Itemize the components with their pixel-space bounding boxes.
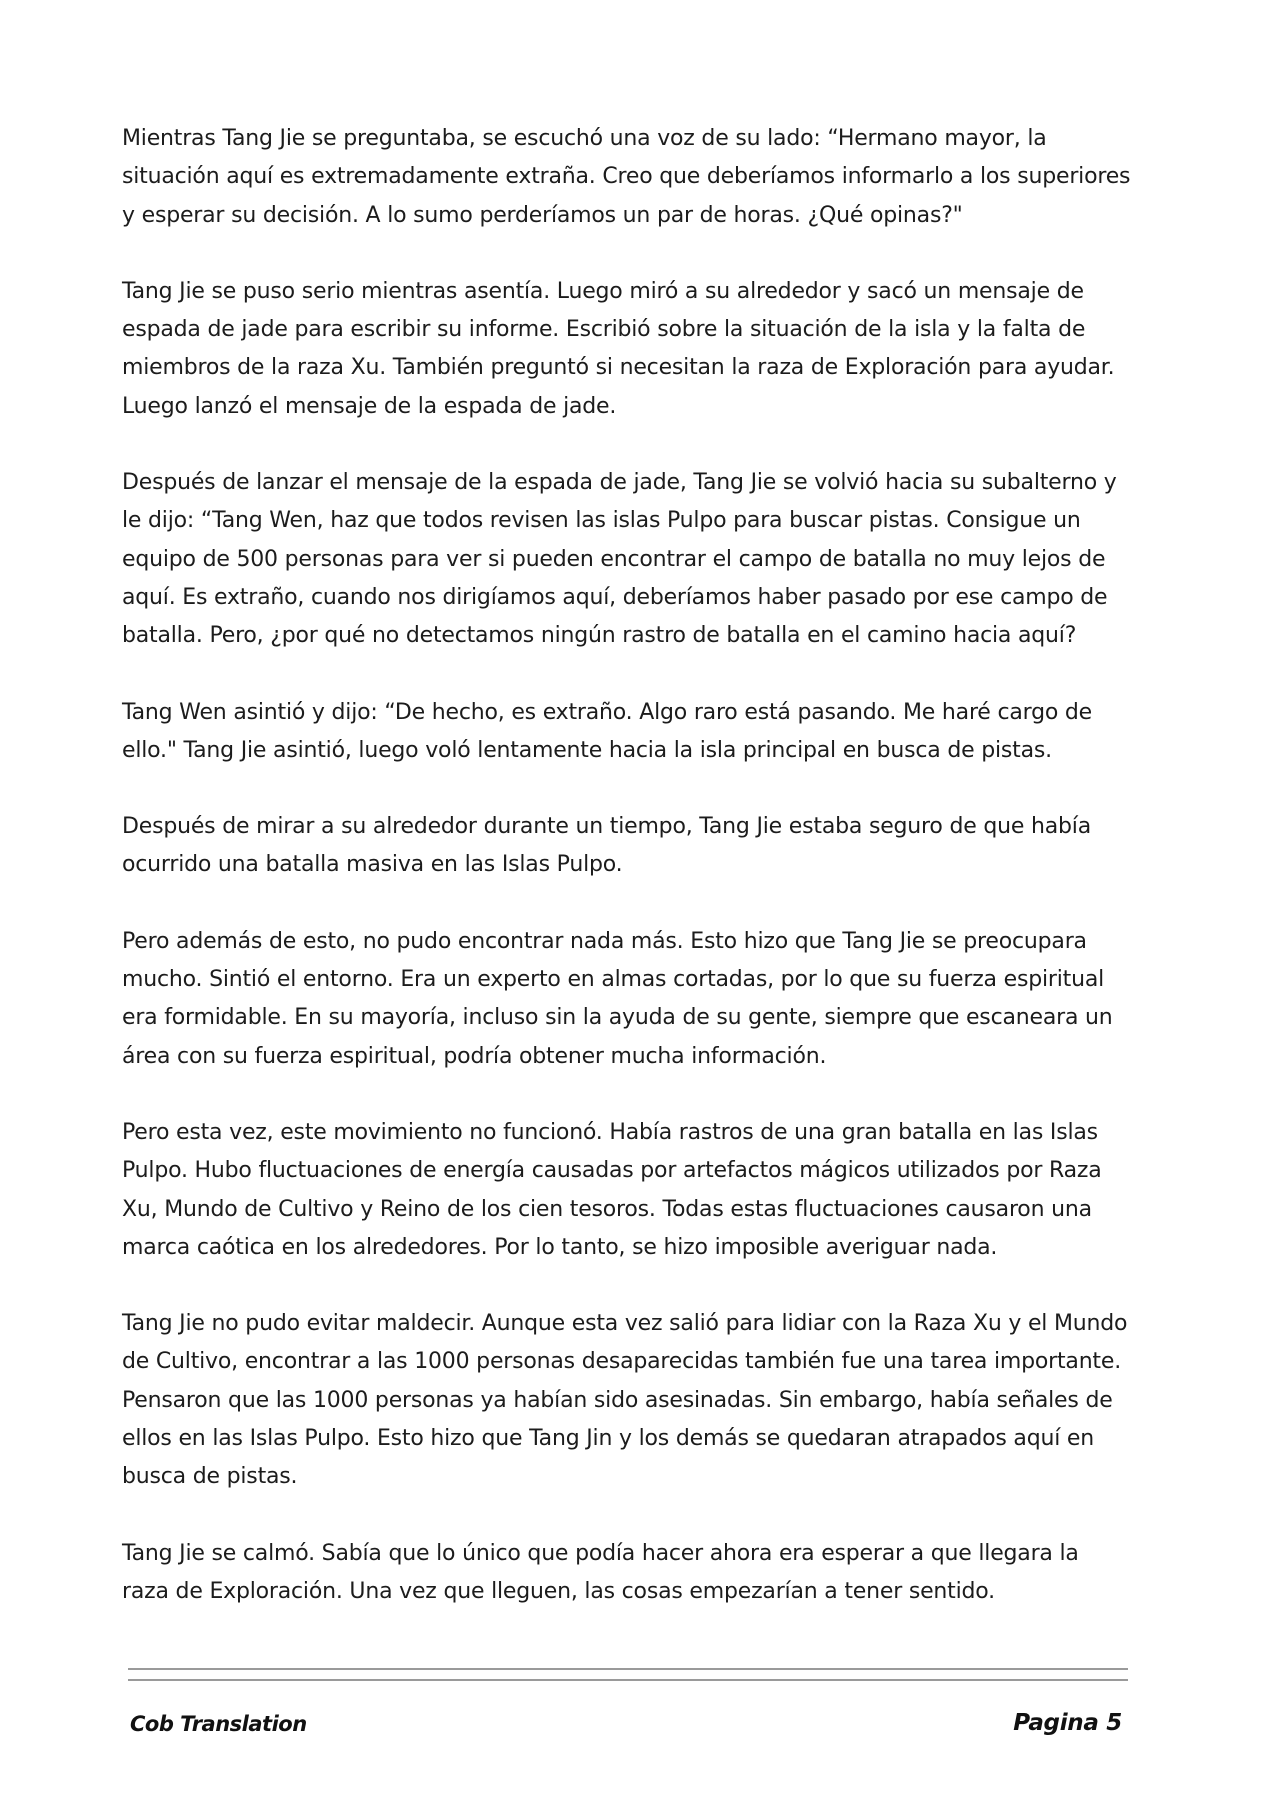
- paragraph-6: Pero además de esto, no pudo encontrar nada más. Esto hizo que Tang Jie se preocupara mucho. Sintió el entorno. Era un experto en almas cortadas, por lo que su fuerza espiritual era formidable. En su mayoría, incluso sin la ayuda de su gente, siempre que escaneara un área con su fuerza espiritual, podría obtener mucha información.: [122, 928, 1113, 1069]
- paragraph-1: Mientras Tang Jie se preguntaba, se escuchó una voz de su lado: “Hermano mayor, la situación aquí es extremadamente extraña. Creo que deberíamos informarlo a los superiores y esperar su decisión. A lo sumo perderíamos un par de horas. ¿Qué opinas?": [122, 126, 1131, 228]
- paragraph-9: Tang Jie se calmó. Sabía que lo único que podía hacer ahora era esperar a que llegara la raza de Exploración. Una vez que lleguen, las cosas empezarían a tener sentido.: [122, 1540, 1079, 1604]
- footer-credit: Cob Translation: [130, 1712, 307, 1736]
- paragraph-3: Después de lanzar el mensaje de la espada de jade, Tang Jie se volvió hacia su subalterno y le dijo: “Tang Wen, haz que todos revisen las islas Pulpo para buscar pistas. Consigue un equipo de 500 personas para ver si pueden encontrar el campo de batalla no muy lejos de aquí. Es extraño, cuando nos dirigíamos aquí, deberíamos haber pasado por ese campo de batalla. Pero, ¿por qué no detectamos ningún rastro de batalla en el camino hacia aquí?: [122, 470, 1117, 649]
- page-number: Pagina 5: [1013, 1710, 1122, 1736]
- footer-divider-bottom: [128, 1679, 1128, 1681]
- paragraph-8: Tang Jie no pudo evitar maldecir. Aunque esta vez salió para lidiar con la Raza Xu y el Mundo de Cultivo, encontrar a las 1000 personas desaparecidas también fue una tarea importante. Pensaron que las 1000 personas ya habían sido asesinadas. Sin embargo, había señales de ellos en las Islas Pulpo. Esto hizo que Tang Jin y los demás se quedaran atrapados aquí en busca de pistas.: [122, 1311, 1128, 1490]
- paragraph-5: Después de mirar a su alrededor durante un tiempo, Tang Jie estaba seguro de que había ocurrido una batalla masiva en las Islas Pulpo.: [122, 814, 1091, 878]
- footer-divider-top: [128, 1668, 1128, 1670]
- paragraph-4: Tang Wen asintió y dijo: “De hecho, es extraño. Algo raro está pasando. Me haré cargo de ello." Tang Jie asintió, luego voló lentamente hacia la isla principal en busca de pistas.: [122, 699, 1092, 763]
- paragraph-2: Tang Jie se puso serio mientras asentía. Luego miró a su alrededor y sacó un mensaje de espada de jade para escribir su informe. Escribió sobre la situación de la isla y la falta de miembros de la raza Xu. También preguntó si necesitan la raza de Exploración para ayudar. Luego lanzó el mensaje de la espada de jade.: [122, 278, 1115, 419]
- body-text: [122, 120, 1132, 1649]
- paragraph-7: Pero esta vez, este movimiento no funcionó. Había rastros de una gran batalla en las Islas Pulpo. Hubo fluctuaciones de energía causadas por artefactos mágicos utilizados por Raza Xu, Mundo de Cultivo y Reino de los cien tesoros. Todas estas fluctuaciones causaron una marca caótica en los alrededores. Por lo tanto, se hizo imposible averiguar nada.: [122, 1119, 1102, 1260]
